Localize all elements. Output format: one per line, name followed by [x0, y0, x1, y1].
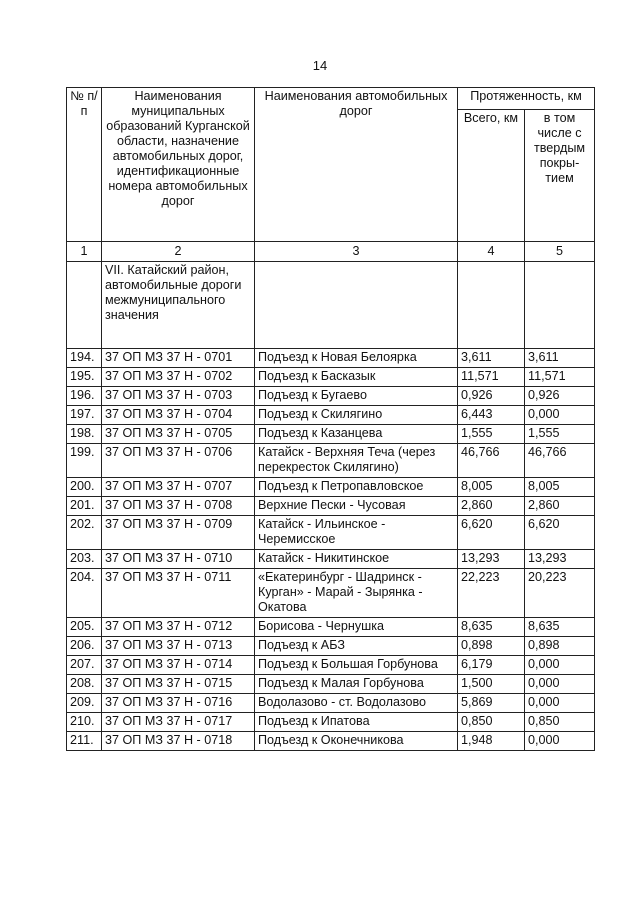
length-total: 1,500 [458, 675, 525, 694]
row-number: 207. [67, 656, 102, 675]
row-number: 200. [67, 478, 102, 497]
road-id: 37 ОП МЗ 37 Н - 0715 [102, 675, 255, 694]
table-row [67, 368, 595, 387]
table-row [67, 478, 595, 497]
road-id: 37 ОП МЗ 37 Н - 0709 [102, 516, 255, 550]
length-total: 6,620 [458, 516, 525, 550]
row-number: 198. [67, 425, 102, 444]
road-name: Борисова - Чернушка [255, 618, 458, 637]
table-row [67, 675, 595, 694]
road-name: Катайск - Верхняя Теча (через перекресток Скилягино) [255, 444, 458, 478]
header-length: Протяженность, км [458, 88, 595, 110]
length-paved: 0,000 [525, 694, 595, 713]
length-total: 6,443 [458, 406, 525, 425]
column-number: 4 [458, 242, 525, 262]
road-id: 37 ОП МЗ 37 Н - 0718 [102, 732, 255, 751]
length-paved: 2,860 [525, 497, 595, 516]
length-paved: 8,005 [525, 478, 595, 497]
length-paved: 13,293 [525, 550, 595, 569]
roads-table [66, 87, 595, 751]
length-total: 6,179 [458, 656, 525, 675]
table-row [67, 516, 595, 550]
table-row [67, 656, 595, 675]
length-total: 8,635 [458, 618, 525, 637]
length-paved: 1,555 [525, 425, 595, 444]
row-number: 201. [67, 497, 102, 516]
road-name: Подъезд к Басказык [255, 368, 458, 387]
row-number: 209. [67, 694, 102, 713]
column-number: 1 [67, 242, 102, 262]
length-total: 5,869 [458, 694, 525, 713]
road-id: 37 ОП МЗ 37 Н - 0701 [102, 349, 255, 368]
length-paved: 0,000 [525, 675, 595, 694]
road-name: Катайск - Никитинское [255, 550, 458, 569]
table-row [67, 637, 595, 656]
length-paved: 0,850 [525, 713, 595, 732]
length-paved: 0,000 [525, 656, 595, 675]
length-paved: 11,571 [525, 368, 595, 387]
section-title: VII. Катайский район, автомобильные дороги межмуниципального значения [102, 262, 255, 349]
row-number: 211. [67, 732, 102, 751]
row-number: 204. [67, 569, 102, 618]
table-row [67, 732, 595, 751]
length-paved: 46,766 [525, 444, 595, 478]
table-row [67, 569, 595, 618]
section-row [67, 262, 595, 349]
table-row [67, 444, 595, 478]
length-total: 0,898 [458, 637, 525, 656]
length-total: 8,005 [458, 478, 525, 497]
table-row [67, 425, 595, 444]
length-paved: 0,000 [525, 732, 595, 751]
road-name: Подъезд к Бугаево [255, 387, 458, 406]
road-id: 37 ОП МЗ 37 Н - 0712 [102, 618, 255, 637]
table-row [67, 349, 595, 368]
length-paved: 3,611 [525, 349, 595, 368]
road-id: 37 ОП МЗ 37 Н - 0710 [102, 550, 255, 569]
length-total: 46,766 [458, 444, 525, 478]
road-name: Верхние Пески - Чусовая [255, 497, 458, 516]
row-number: 205. [67, 618, 102, 637]
length-total: 1,948 [458, 732, 525, 751]
column-number: 3 [255, 242, 458, 262]
length-total: 13,293 [458, 550, 525, 569]
road-name: Подъезд к Скилягино [255, 406, 458, 425]
page-number: 14 [312, 58, 328, 73]
header-municipal: Наименования муниципальных образований Курганской области, назначение автомобильных дорог, идентификационные номера автомобильных дорог [102, 88, 255, 242]
road-id: 37 ОП МЗ 37 Н - 0707 [102, 478, 255, 497]
length-paved: 0,898 [525, 637, 595, 656]
table-row [67, 387, 595, 406]
header-roads: Наименования автомобильных дорог [255, 88, 458, 242]
length-total: 2,860 [458, 497, 525, 516]
road-id: 37 ОП МЗ 37 Н - 0708 [102, 497, 255, 516]
row-number: 195. [67, 368, 102, 387]
road-name: Катайск - Ильинское - Черемисское [255, 516, 458, 550]
length-total: 0,926 [458, 387, 525, 406]
header-num: № п/п [67, 88, 102, 242]
length-paved: 0,926 [525, 387, 595, 406]
road-name: Подъезд к Большая Горбунова [255, 656, 458, 675]
road-id: 37 ОП МЗ 37 Н - 0716 [102, 694, 255, 713]
road-id: 37 ОП МЗ 37 Н - 0702 [102, 368, 255, 387]
road-id: 37 ОП МЗ 37 Н - 0703 [102, 387, 255, 406]
table-row [67, 713, 595, 732]
column-number: 2 [102, 242, 255, 262]
row-number: 210. [67, 713, 102, 732]
row-number: 194. [67, 349, 102, 368]
length-total: 0,850 [458, 713, 525, 732]
road-name: Подъезд к Петропавловское [255, 478, 458, 497]
road-name: Подъезд к Казанцева [255, 425, 458, 444]
row-number: 206. [67, 637, 102, 656]
row-number: 199. [67, 444, 102, 478]
length-paved: 0,000 [525, 406, 595, 425]
table-row [67, 618, 595, 637]
row-number: 196. [67, 387, 102, 406]
road-name: Подъезд к Малая Горбунова [255, 675, 458, 694]
table-row [67, 406, 595, 425]
length-paved: 20,223 [525, 569, 595, 618]
column-number: 5 [525, 242, 595, 262]
road-name: Подъезд к АБЗ [255, 637, 458, 656]
road-id: 37 ОП МЗ 37 Н - 0717 [102, 713, 255, 732]
road-id: 37 ОП МЗ 37 Н - 0714 [102, 656, 255, 675]
length-paved: 6,620 [525, 516, 595, 550]
column-numbers-row [67, 242, 595, 262]
road-name: Подъезд к Ипатова [255, 713, 458, 732]
row-number: 203. [67, 550, 102, 569]
table-row [67, 694, 595, 713]
road-name: Водолазово - ст. Водолазово [255, 694, 458, 713]
road-id: 37 ОП МЗ 37 Н - 0706 [102, 444, 255, 478]
road-name: «Екатеринбург - Шадринск - Курган» - Марай - Зырянка - Окатова [255, 569, 458, 618]
road-id: 37 ОП МЗ 37 Н - 0713 [102, 637, 255, 656]
road-id: 37 ОП МЗ 37 Н - 0705 [102, 425, 255, 444]
length-total: 11,571 [458, 368, 525, 387]
length-total: 3,611 [458, 349, 525, 368]
road-id: 37 ОП МЗ 37 Н - 0704 [102, 406, 255, 425]
road-name: Подъезд к Оконечникова [255, 732, 458, 751]
length-total: 22,223 [458, 569, 525, 618]
table-row [67, 550, 595, 569]
road-name: Подъезд к Новая Белоярка [255, 349, 458, 368]
length-total: 1,555 [458, 425, 525, 444]
table-row [67, 497, 595, 516]
header-total: Всего, км [458, 110, 525, 242]
row-number: 197. [67, 406, 102, 425]
length-paved: 8,635 [525, 618, 595, 637]
road-id: 37 ОП МЗ 37 Н - 0711 [102, 569, 255, 618]
row-number: 208. [67, 675, 102, 694]
row-number: 202. [67, 516, 102, 550]
header-paved: в том числе с твердым покры-тием [525, 110, 595, 242]
